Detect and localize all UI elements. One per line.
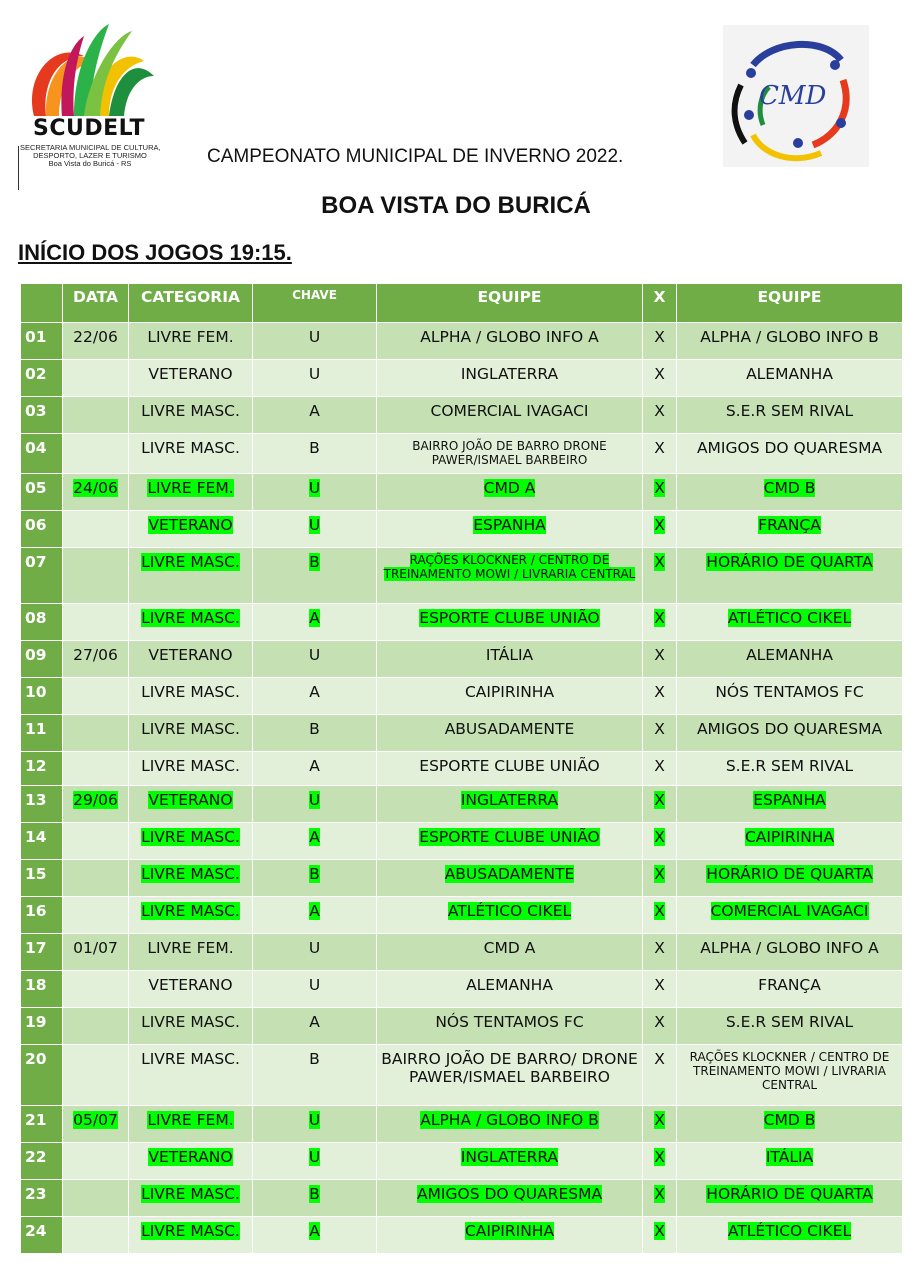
row-chave: A (253, 1217, 377, 1254)
row-x: X (643, 511, 677, 548)
row-number: 06 (21, 511, 63, 548)
row-x: X (643, 1217, 677, 1254)
row-equipe-1: INGLATERRA (377, 1143, 643, 1180)
cmd-logo-text: CMD (759, 81, 827, 111)
row-equipe-1: COMERCIAL IVAGACI (377, 397, 643, 434)
row-x: X (643, 641, 677, 678)
scudelt-logo (14, 16, 164, 176)
table-row (21, 1180, 903, 1217)
row-equipe-1: ITÁLIA (377, 641, 643, 678)
table-row (21, 752, 903, 786)
row-number: 10 (21, 678, 63, 715)
row-x: X (643, 1045, 677, 1106)
row-equipe-2: ITÁLIA (677, 1143, 903, 1180)
table-row (21, 971, 903, 1008)
row-date (63, 1045, 129, 1106)
row-chave: U (253, 971, 377, 1008)
row-number: 05 (21, 474, 63, 511)
row-equipe-2: RAÇÕES KLOCKNER / CENTRO DE TREINAMENTO MOWI / LIVRARIA CENTRAL (677, 1045, 903, 1106)
row-date (63, 752, 129, 786)
row-number: 21 (21, 1106, 63, 1143)
row-date (63, 860, 129, 897)
row-categoria: LIVRE MASC. (129, 548, 253, 604)
logo-name: SCUDELT (32, 116, 146, 141)
row-number: 01 (21, 323, 63, 360)
row-number: 11 (21, 715, 63, 752)
row-x: X (643, 897, 677, 934)
table-row (21, 715, 903, 752)
row-categoria: LIVRE MASC. (129, 860, 253, 897)
row-equipe-2: HORÁRIO DE QUARTA (677, 1180, 903, 1217)
table-row (21, 786, 903, 823)
row-equipe-2: CMD B (677, 474, 903, 511)
table-row (21, 397, 903, 434)
row-chave: A (253, 897, 377, 934)
row-date (63, 897, 129, 934)
row-date (63, 715, 129, 752)
row-x: X (643, 397, 677, 434)
row-equipe-1: ALPHA / GLOBO INFO B (377, 1106, 643, 1143)
table-row (21, 1045, 903, 1106)
table-row (21, 1143, 903, 1180)
row-date (63, 1008, 129, 1045)
row-equipe-2: COMERCIAL IVAGACI (677, 897, 903, 934)
row-number: 15 (21, 860, 63, 897)
table-row (21, 604, 903, 641)
row-chave: A (253, 397, 377, 434)
row-equipe-1: ATLÉTICO CIKEL (377, 897, 643, 934)
row-equipe-1: BAIRRO JOÃO DE BARRO/ DRONE PAWER/ISMAEL BARBEIRO (377, 1045, 643, 1106)
row-x: X (643, 1106, 677, 1143)
row-categoria: LIVRE MASC. (129, 823, 253, 860)
row-x: X (643, 971, 677, 1008)
row-equipe-2: ALPHA / GLOBO INFO B (677, 323, 903, 360)
table-row (21, 897, 903, 934)
table-row (21, 360, 903, 397)
row-chave: A (253, 752, 377, 786)
row-date (63, 1180, 129, 1217)
row-number: 03 (21, 397, 63, 434)
row-number: 07 (21, 548, 63, 604)
row-equipe-1: ESPANHA (377, 511, 643, 548)
row-equipe-2: CAIPIRINHA (677, 823, 903, 860)
row-categoria: LIVRE MASC. (129, 1008, 253, 1045)
row-x: X (643, 474, 677, 511)
header-equipe-1: EQUIPE (377, 284, 643, 323)
table-row (21, 474, 903, 511)
row-equipe-2: ALPHA / GLOBO INFO A (677, 934, 903, 971)
row-date (63, 1217, 129, 1254)
row-date: 22/06 (63, 323, 129, 360)
row-date (63, 971, 129, 1008)
row-equipe-1: CAIPIRINHA (377, 678, 643, 715)
row-x: X (643, 752, 677, 786)
table-row (21, 511, 903, 548)
row-x: X (643, 1180, 677, 1217)
row-equipe-1: CAIPIRINHA (377, 1217, 643, 1254)
row-chave: U (253, 786, 377, 823)
row-equipe-1: CMD A (377, 934, 643, 971)
start-time: INÍCIO DOS JOGOS 19:15. (18, 240, 292, 265)
divider (18, 146, 19, 190)
row-equipe-2: FRANÇA (677, 511, 903, 548)
row-equipe-2: FRANÇA (677, 971, 903, 1008)
row-categoria: VETERANO (129, 971, 253, 1008)
row-chave: A (253, 823, 377, 860)
table-row (21, 1008, 903, 1045)
row-chave: U (253, 474, 377, 511)
row-categoria: LIVRE MASC. (129, 752, 253, 786)
row-number: 17 (21, 934, 63, 971)
palm-icon (14, 16, 164, 126)
table-row (21, 1106, 903, 1143)
row-equipe-1: INGLATERRA (377, 360, 643, 397)
row-date: 01/07 (63, 934, 129, 971)
row-x: X (643, 823, 677, 860)
row-equipe-1: INGLATERRA (377, 786, 643, 823)
row-equipe-2: HORÁRIO DE QUARTA (677, 548, 903, 604)
row-categoria: VETERANO (129, 511, 253, 548)
row-date (63, 604, 129, 641)
row-date (63, 1143, 129, 1180)
row-categoria: LIVRE FEM. (129, 474, 253, 511)
logo-subtitle: SECRETARIA MUNICIPAL DE CULTURA, DESPORTO, LAZER E TURISMO Boa Vista do Buricá - RS (20, 143, 161, 168)
row-categoria: LIVRE FEM. (129, 934, 253, 971)
row-number: 13 (21, 786, 63, 823)
row-equipe-1: ABUSADAMENTE (377, 715, 643, 752)
row-equipe-2: S.E.R SEM RIVAL (677, 752, 903, 786)
row-chave: U (253, 360, 377, 397)
table-row (21, 934, 903, 971)
row-number: 02 (21, 360, 63, 397)
row-x: X (643, 1143, 677, 1180)
row-number: 14 (21, 823, 63, 860)
row-number: 22 (21, 1143, 63, 1180)
row-equipe-2: ATLÉTICO CIKEL (677, 1217, 903, 1254)
row-equipe-1: NÓS TENTAMOS FC (377, 1008, 643, 1045)
row-chave: A (253, 678, 377, 715)
row-equipe-2: CMD B (677, 1106, 903, 1143)
row-categoria: VETERANO (129, 786, 253, 823)
row-date (63, 678, 129, 715)
row-categoria: LIVRE FEM. (129, 323, 253, 360)
row-categoria: VETERANO (129, 641, 253, 678)
row-equipe-1: ESPORTE CLUBE UNIÃO (377, 823, 643, 860)
table-row (21, 823, 903, 860)
row-categoria: LIVRE FEM. (129, 1106, 253, 1143)
row-chave: B (253, 434, 377, 474)
table-row (21, 641, 903, 678)
row-date (63, 548, 129, 604)
header-x: X (643, 284, 677, 323)
row-categoria: LIVRE MASC. (129, 1217, 253, 1254)
row-chave: U (253, 323, 377, 360)
row-number: 24 (21, 1217, 63, 1254)
row-number: 12 (21, 752, 63, 786)
row-equipe-2: ALEMANHA (677, 641, 903, 678)
city-title: BOA VISTA DO BURICÁ (321, 192, 591, 219)
row-number: 20 (21, 1045, 63, 1106)
row-categoria: VETERANO (129, 360, 253, 397)
header-equipe-2: EQUIPE (677, 284, 903, 323)
table-row (21, 678, 903, 715)
row-date: 27/06 (63, 641, 129, 678)
row-equipe-1: CMD A (377, 474, 643, 511)
row-categoria: LIVRE MASC. (129, 1180, 253, 1217)
row-number: 08 (21, 604, 63, 641)
row-chave: U (253, 511, 377, 548)
header-chave: CHAVE (253, 284, 377, 323)
row-categoria: LIVRE MASC. (129, 604, 253, 641)
row-number: 16 (21, 897, 63, 934)
row-chave: U (253, 1143, 377, 1180)
row-date (63, 434, 129, 474)
row-categoria: LIVRE MASC. (129, 397, 253, 434)
row-x: X (643, 360, 677, 397)
row-x: X (643, 548, 677, 604)
row-equipe-1: ESPORTE CLUBE UNIÃO (377, 604, 643, 641)
row-x: X (643, 715, 677, 752)
row-categoria: LIVRE MASC. (129, 1045, 253, 1106)
row-chave: B (253, 715, 377, 752)
row-x: X (643, 604, 677, 641)
schedule-table (20, 283, 903, 1254)
table-row (21, 548, 903, 604)
row-chave: A (253, 604, 377, 641)
row-equipe-2: HORÁRIO DE QUARTA (677, 860, 903, 897)
row-date (63, 823, 129, 860)
row-chave: B (253, 548, 377, 604)
row-equipe-1: RAÇÕES KLOCKNER / CENTRO DE TREINAMENTO MOWI / LIVRARIA CENTRAL (377, 548, 643, 604)
row-date: 24/06 (63, 474, 129, 511)
table-row (21, 323, 903, 360)
row-number: 23 (21, 1180, 63, 1217)
row-equipe-2: AMIGOS DO QUARESMA (677, 715, 903, 752)
row-date (63, 360, 129, 397)
row-equipe-1: AMIGOS DO QUARESMA (377, 1180, 643, 1217)
row-equipe-2: ESPANHA (677, 786, 903, 823)
row-chave: B (253, 860, 377, 897)
row-equipe-1: BAIRRO JOÃO DE BARRO DRONE PAWER/ISMAEL BARBEIRO (377, 434, 643, 474)
row-x: X (643, 934, 677, 971)
row-equipe-1: ALEMANHA (377, 971, 643, 1008)
row-x: X (643, 1008, 677, 1045)
header-data: DATA (63, 284, 129, 323)
row-chave: U (253, 934, 377, 971)
row-number: 09 (21, 641, 63, 678)
row-date (63, 397, 129, 434)
row-chave: B (253, 1045, 377, 1106)
page-title: CAMPEONATO MUNICIPAL DE INVERNO 2022. (207, 146, 624, 167)
row-equipe-1: ABUSADAMENTE (377, 860, 643, 897)
row-x: X (643, 860, 677, 897)
row-chave: U (253, 1106, 377, 1143)
row-categoria: LIVRE MASC. (129, 897, 253, 934)
row-date: 29/06 (63, 786, 129, 823)
row-number: 18 (21, 971, 63, 1008)
row-equipe-2: S.E.R SEM RIVAL (677, 397, 903, 434)
row-categoria: VETERANO (129, 1143, 253, 1180)
row-x: X (643, 678, 677, 715)
row-chave: U (253, 641, 377, 678)
row-x: X (643, 434, 677, 474)
row-chave: B (253, 1180, 377, 1217)
header-categoria: CATEGORIA (129, 284, 253, 323)
row-chave: A (253, 1008, 377, 1045)
row-equipe-2: NÓS TENTAMOS FC (677, 678, 903, 715)
row-number: 04 (21, 434, 63, 474)
row-equipe-2: S.E.R SEM RIVAL (677, 1008, 903, 1045)
row-equipe-2: ALEMANHA (677, 360, 903, 397)
row-date (63, 511, 129, 548)
table-row (21, 434, 903, 474)
row-date: 05/07 (63, 1106, 129, 1143)
row-categoria: LIVRE MASC. (129, 678, 253, 715)
row-number: 19 (21, 1008, 63, 1045)
row-categoria: LIVRE MASC. (129, 715, 253, 752)
row-equipe-1: ESPORTE CLUBE UNIÃO (377, 752, 643, 786)
row-categoria: LIVRE MASC. (129, 434, 253, 474)
row-x: X (643, 323, 677, 360)
table-row (21, 1217, 903, 1254)
table-header (21, 284, 903, 323)
row-equipe-1: ALPHA / GLOBO INFO A (377, 323, 643, 360)
header-num (21, 284, 63, 323)
cmd-logo (723, 25, 869, 167)
table-row (21, 860, 903, 897)
row-equipe-2: ATLÉTICO CIKEL (677, 604, 903, 641)
row-x: X (643, 786, 677, 823)
row-equipe-2: AMIGOS DO QUARESMA (677, 434, 903, 474)
